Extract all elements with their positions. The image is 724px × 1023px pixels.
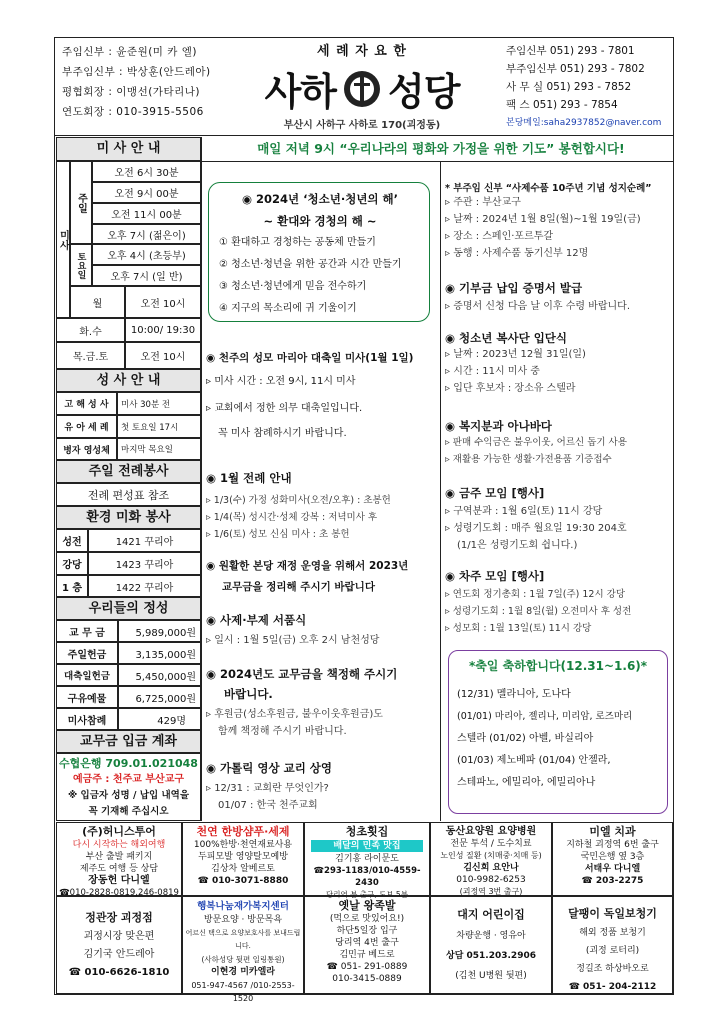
account-note: ※ 입금자 성명 / 납입 내역을 (67, 790, 189, 801)
offering-value: 5,450,000원 (118, 664, 201, 686)
notice-dues: ◉ 2024년도 교무금을 책정해 주시기 바랍니다. ▹ 후원금(성소후원금, 불우이웃후원금)도 함께 책정해 주시기 바랍니다. (206, 667, 398, 737)
youth-box (208, 182, 430, 322)
sacrament-title: 성 사 안 내 (56, 369, 201, 392)
offering-label: 미사참례 (56, 708, 118, 730)
feast-title: *축일 축하합니다(12.31~1.6)* (468, 659, 648, 673)
header-right-line: 사 무 실 051) 293 - 7852 (506, 81, 632, 93)
weekday-label: 화.수 (56, 318, 125, 342)
notice-video-catechism: ◉ 가톨릭 영상 교리 상영 ▹ 12/31 : 교회란 무엇인가? 01/07 : 한국 천주교회 (206, 761, 333, 811)
mass-time: 오전 11시 00분 (92, 203, 201, 224)
sacrament-value: 미사 30분 전 (117, 392, 201, 415)
sacrament-value: 마지막 목요일 (117, 438, 201, 460)
notice-january-liturgy: ◉ 1월 전례 안내 ▹ 1/3(수) 가정 성화미사(오전/오후) : 초봉헌 ▹ 1/4(목) 성시간·성체 강복 : 저녁미사 후 ▹ 1/6(토) 성모 신심 미사 : 초 봉헌 (206, 471, 391, 540)
ad-dongsan-hospital[interactable]: 동산요양원 요양병원 전문 투석 / 도수치료 노인성 질환 (치매중·치매 등) 김신희 요안나 010-9982-6253 (괴정역 3번 출구) (430, 822, 552, 896)
mass-time: 오후 7시 (젊은이) (92, 224, 201, 244)
weekday-time: 10:00/ 19:30 (125, 318, 201, 342)
mass-time: 오전 6시 30분 (92, 161, 201, 182)
env-label: 1 층 (56, 575, 88, 597)
mass-time: 오전 9시 00분 (92, 182, 201, 203)
notice-next-week: ◉ 차주 모임 [행사] ▹ 연도회 정기총회 : 1월 7일(주) 12시 강당 ▹ 성령기도회 : 1월 8일(월) 오전미사 후 성전 ▹ 성모회 : 1월 13일(토) 11시 강당 (445, 569, 632, 634)
notice-this-week: ◉ 금주 모임 [행사] ▹ 구역분과 : 1월 6일(토) 11시 강당 ▹ 성령기도회 : 매주 월요일 19:30 204호 (1/1은 성령기도회 쉽니다.) (445, 486, 627, 551)
env-value: 1423 꾸리아 (88, 552, 201, 575)
ad-jeonggwanjang[interactable]: 정관장 괴정점 괴정시장 맞은편 김기국 안드레아 ☎ 010-6626-1810 (56, 896, 182, 994)
header-subtitle: 세 례 자 요 한 (317, 44, 407, 59)
account-box (56, 753, 201, 821)
notice-new-year-mass: ◉ 천주의 성모 마리아 대축일 미사(1월 1일) ▹ 미사 시간 : 오전 9시, 11시 미사 ▹ 교회에서 정한 의무 대축일입니다. 꼭 미사 참례하시기 바랍니다. (206, 352, 414, 439)
youth-item: ① 환대하고 경청하는 공동체 만들기 (219, 237, 376, 248)
title-left: 사하 (264, 70, 336, 114)
notice-finance: ◉ 원활한 본당 재정 운영을 위해서 2023년 교무금을 정리해 주시기 바랍니다 (206, 560, 409, 593)
ad-shampoo[interactable]: 천연 한방샴푸·세제 100%한방·천연재료사용 두피모발 영양탈모예방 김상차 알베르토 ☎ 010-3071-8880 (182, 822, 304, 896)
sacrament-label: 유 아 세 례 (56, 415, 117, 438)
account-title: 교무금 입금 계좌 (56, 730, 201, 753)
ad-wangjokbal[interactable]: 옛날 왕족발 (먹으로 맛있어요!) 하단5일장 입구 당리역 4번 출구 김민규 베드로 ☎ 051- 291-0889 010-3415-0889 (304, 896, 430, 994)
env-title: 환경 미화 봉사 (56, 506, 201, 529)
account-bank: 수협은행 709.01.021048 (59, 757, 198, 770)
header-address: 부산시 사하구 사하로 170(괴정동) (283, 120, 441, 131)
notice-pilgrimage: * 부주임 신부 “사제수품 10주년 기념 성지순례” ▹ 주관 : 부산교구 ▹ 날짜 : 2024년 1월 8일(월)~1월 19일(금) ▹ 장소 : 스페인·포르투갈 ▹ 동행 : 사제수품 동기신부 12명 (445, 183, 652, 259)
service-text: 전례 편성표 참조 (56, 483, 201, 506)
sacrament-value: 첫 토요일 17시 (117, 415, 201, 438)
service-title: 주일 전례봉사 (56, 460, 201, 483)
mass-group-saturday: 토요일 (70, 244, 92, 286)
weekday-time: 오전 10시 (125, 286, 201, 318)
header-left-line: 부주임신부 : 박상훈(안드레아) (62, 66, 211, 78)
weekday-label: 월 (70, 286, 125, 318)
env-value: 1421 꾸리아 (88, 529, 201, 552)
youth-subtitle: ~ 환대와 경청의 해 ~ (263, 214, 377, 228)
mass-time: 오후 7시 (일 반) (92, 265, 201, 286)
ad-daeji-daycare[interactable]: 대지 어린이집 차량운행 · 영유아 상담 051.203.2906 (김천 U병원 뒷편) (430, 896, 552, 994)
header-left-line: 주임신부 : 윤준원(미 카 엘) (62, 46, 198, 58)
env-label: 강당 (56, 552, 88, 575)
offering-label: 교 무 금 (56, 620, 118, 642)
weekday-label: 목.금.토 (56, 342, 125, 369)
ad-honeys-tour[interactable]: (주)허니스투어 다시 시작하는 해외여행 부산 출발 패키지 제주도 여행 등 상담 장동헌 다니엘 ☎010-2828-0819,246-0819 (56, 822, 182, 896)
title-right: 성당 (388, 70, 460, 114)
notice-anabada: ◉ 복지분과 아나바다 ▹ 판매 수익금은 불우이웃, 어르신 돕기 사용 ▹ 재활용 가능한 생활·가전용품 기증접수 (445, 419, 627, 465)
mass-side-label: 미사 (56, 161, 70, 318)
sacrament-label: 고 해 성 사 (56, 392, 117, 415)
header-left-line: 평협회장 : 이맹선(가타리나) (62, 86, 200, 98)
youth-item: ② 청소년·청년을 위한 공간과 시간 만들기 (219, 259, 402, 270)
header-center (262, 40, 462, 132)
env-value: 1422 꾸리아 (88, 575, 201, 597)
youth-item: ④ 지구의 목소리에 귀 기울이기 (219, 303, 357, 314)
sacrament-label: 병자 영성체 (56, 438, 117, 460)
account-holder: 예금주 : 천주교 부산교구 (72, 774, 185, 785)
account-note: 꼭 기재해 주십시오 (88, 806, 169, 817)
mass-title: 미 사 안 내 (56, 137, 201, 161)
offering-title: 우리들의 정성 (56, 597, 201, 620)
header-right-line: 부주임신부 051) 293 - 7802 (506, 63, 645, 75)
notice-altar-servers: ◉ 청소년 복사단 입단식 ▹ 날짜 : 2023년 12월 31일(일) ▹ 시간 : 11시 미사 중 ▹ 입단 후보자 : 장소유 스텔라 (445, 331, 586, 394)
weekday-time: 오전 10시 (125, 342, 201, 369)
mass-time: 오후 4시 (초등부) (92, 244, 201, 265)
youth-item: ③ 청소년·청년에게 믿음 전수하기 (219, 281, 367, 292)
youth-title: ◉ 2024년 ‘청소년·청년의 해’ (241, 192, 399, 206)
offering-label: 대축일헌금 (56, 664, 118, 686)
offering-value: 3,135,000원 (118, 642, 201, 664)
env-label: 성전 (56, 529, 88, 552)
ad-welfare-center[interactable]: 행복나눔재가복지센터 방문요양 · 방문목욕 어르신 택으로 요양보호사를 보내드립니다. (사하성당 뒷편 일링통원) 이현경 미카엘라 051-947-4567 /010-2553-1520 (182, 896, 304, 994)
offering-value: 429명 (118, 708, 201, 730)
feast-box: *축일 축하합니다(12.31~1.6)* (12/31) 멜라니아, 도나다 (01/01) 마리아, 젤리나, 미리암, 로즈마리 스텔라 (01/02) 아벨, 바실리아 (01/03) 제노베파 (01/04) 안젤라, 스테파노, 에밀리아, 에밀리아나 (448, 650, 668, 814)
ad-cheongcho[interactable]: 청초횟집 배달의 민족 맛집 김기홍 라이문도 ☎293-1183/010-4559-2430 당리역 분 출구, 도보 5분 (304, 822, 430, 896)
header-right-line: 주임신부 051) 293 - 7801 (506, 45, 635, 57)
church-email[interactable]: 본당메일:saha2937852@naver.com (506, 118, 662, 128)
ad-hearing-aid[interactable]: 달팽이 독일보청기 해외 정품 보청기 (괴정 로터리) 정길조 하상바오로 ☎ 051- 204-2112 (552, 896, 673, 994)
header-left (62, 42, 262, 122)
header-right (506, 42, 672, 132)
mass-group-sunday: 주일 (70, 161, 92, 244)
offering-label: 구유예물 (56, 686, 118, 708)
ad-miel-dental[interactable]: 미엘 치과 지하철 괴정역 6번 출구 국민은행 옆 3층 서태우 다니엘 ☎ 203-2275 (552, 822, 673, 896)
banner: 매일 저녁 9시 “우리나라의 평화와 가정을 위한 기도” 봉헌합시다! (257, 141, 625, 156)
notice-donation-receipt: ◉ 기부금 납입 증명서 발급 ▹ 증명서 신청 다음 날 이후 수령 바랍니다. (445, 281, 631, 312)
church-logo-icon (342, 69, 382, 109)
offering-value: 5,989,000원 (118, 620, 201, 642)
offering-value: 6,725,000원 (118, 686, 201, 708)
offering-label: 주일헌금 (56, 642, 118, 664)
header-right-line: 팩 스 051) 293 - 7854 (506, 99, 618, 111)
notice-ordination: ◉ 사제·부제 서품식 ▹ 일시 : 1월 5일(금) 오후 2시 남천성당 (206, 613, 380, 646)
header-left-line: 연도회장 : 010-3915-5506 (62, 106, 204, 118)
